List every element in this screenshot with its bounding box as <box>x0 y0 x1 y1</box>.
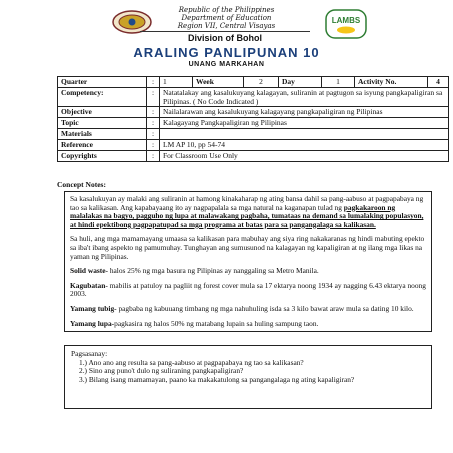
concept-p1-emphasis: pagkakaroon ng malalakas na bagyo, pagguho ng lupa at malawakang pagbaha, tumataas na demand sa lumalaking populasyon, at hindi epektibong pagpapatupad sa mga programa at batas para sa pangangalaga sa kalikasan. <box>70 202 424 229</box>
question-3: 3.) Bilang isang mamamayan, paano ka makakatulong sa pangangalaga ng ating kapaligiran? <box>79 374 355 384</box>
kagubatan-text: mabilis at patuloy na pagliit ng forest cover mula sa 17 ektarya noong 1934 ay nagging 6.43 ektarya noong 2003. <box>70 280 426 299</box>
reference-label: Reference <box>58 140 147 151</box>
table-row <box>58 88 449 107</box>
table-row <box>58 140 449 151</box>
question-2: 2.) Sino ang puno't dulo ng suliraning pangkapaligiran? <box>79 366 244 376</box>
table-row <box>58 151 449 162</box>
table-row <box>58 118 449 129</box>
concept-notes-title: Concept Notes: <box>57 180 106 189</box>
objective-value: Nailalarawan ang kasalukuyang kalagayang pangkapaligiran ng Pilipinas <box>160 107 449 118</box>
colon: : <box>147 77 160 88</box>
competency-label: Competency: <box>58 88 147 107</box>
table-row <box>58 77 449 88</box>
department-line: Department of Education <box>181 14 272 22</box>
term-title: UNANG MARKAHAN <box>188 61 265 68</box>
day-value: 1 <box>322 77 355 87</box>
colon: : <box>147 118 160 129</box>
colon: : <box>147 151 160 162</box>
objective-label: Objective <box>58 107 147 118</box>
schedule-cell <box>160 77 449 88</box>
solid-waste-text: halos 25% ng mga basura ng Pilipinas ay nanggaling sa Metro Manila. <box>107 266 319 276</box>
yamang-lupa-item <box>70 320 426 329</box>
lesson-info-table <box>57 76 449 162</box>
pagsasanay-box <box>64 345 432 409</box>
republic-line: Republic of the Philippines <box>178 6 275 14</box>
subject-title: ARALING PANLIPUNAN 10 <box>133 45 320 60</box>
week-value: 2 <box>244 77 279 87</box>
yamang-tubig-label: Yamang tubig- <box>70 303 117 313</box>
table-row <box>58 129 449 140</box>
solid-waste-item <box>70 267 426 276</box>
svg-text:LAMBS: LAMBS <box>331 16 361 25</box>
solid-waste-label: Solid waste- <box>70 266 108 276</box>
copyrights-label: Copyrights <box>58 151 147 162</box>
quarter-label: Quarter <box>58 77 147 88</box>
competency-value: Natatalakay ang kasalukuyang kalagayan, suliranin at pagtugon sa isyung pangkapaligiran sa Pilipinas. ( No Code Indicated ) <box>160 88 449 107</box>
kagubatan-label: Kagubatan- <box>70 280 108 290</box>
quarter-value: 1 <box>160 77 193 87</box>
concept-paragraph-1 <box>70 195 426 229</box>
concept-notes-box <box>64 191 432 332</box>
reference-value: LM AP 10, pp 54-74 <box>160 140 449 151</box>
lambs-logo <box>325 9 367 39</box>
yamang-lupa-label: Yamang lupa- <box>70 318 115 328</box>
document-header <box>0 0 453 50</box>
activity-label: Activity No. <box>355 77 428 87</box>
colon: : <box>147 140 160 151</box>
table-row <box>160 77 448 87</box>
division-line: Division of Bohol <box>140 31 310 43</box>
pagsasanay-title: Pagsasanay: <box>71 349 108 358</box>
activity-value: 4 <box>436 77 440 86</box>
week-label: Week <box>193 77 244 87</box>
colon: : <box>147 107 160 118</box>
yamang-lupa-text: pagkasira ng halos 50% ng matabang lupain sa huling sampung taon. <box>114 318 319 328</box>
concept-p1-text: Sa kasalukuyan ay malaki ang suliranin at hamong kinakaharap ng ating bansa dahil sa pang-aabuso at pagpapabaya ng tao sa kalikasan. Ang kapabayaang ito ay nagpapalala sa mga natural na kaganapan tulad ng <box>70 194 424 212</box>
colon: : <box>147 129 160 140</box>
colon: : <box>147 88 160 107</box>
materials-value <box>160 129 449 140</box>
yamang-tubig-item <box>70 305 426 314</box>
topic-label: Topic <box>58 118 147 129</box>
schedule-subtable <box>160 77 448 87</box>
kagubatan-item <box>70 282 426 299</box>
day-label: Day <box>279 77 322 87</box>
question-1: 1.) Ano ano ang resulta sa pang-aabuso at pagpapabaya ng tao sa kalikasan? <box>79 357 304 367</box>
region-line: Region VII, Central Visayas <box>177 22 276 30</box>
materials-label: Materials <box>58 129 147 140</box>
yamang-tubig-text: pagbaba ng kabuuang timbang ng mga nahuhuling isda sa 3 kilo bawat araw mula sa dating 10 kilo. <box>116 303 414 313</box>
copyrights-value: For Classroom Use Only <box>160 151 449 162</box>
topic-value: Kalagayang Pangkapaligiran ng Pilipinas <box>160 118 449 129</box>
concept-paragraph-2: Sa huli, ang mga mamamayang umaasa sa kalikasan para mabuhay ang siya ring nakakaranas ng hindi mabuting epekto sa iba't ibang aspekto ng pamumuhay. Tunghayan ang sumusunod na kalagayan ng kapaligiran at ng ilang mga likas na yaman ng Pilipinas. <box>70 234 425 261</box>
table-row <box>58 107 449 118</box>
